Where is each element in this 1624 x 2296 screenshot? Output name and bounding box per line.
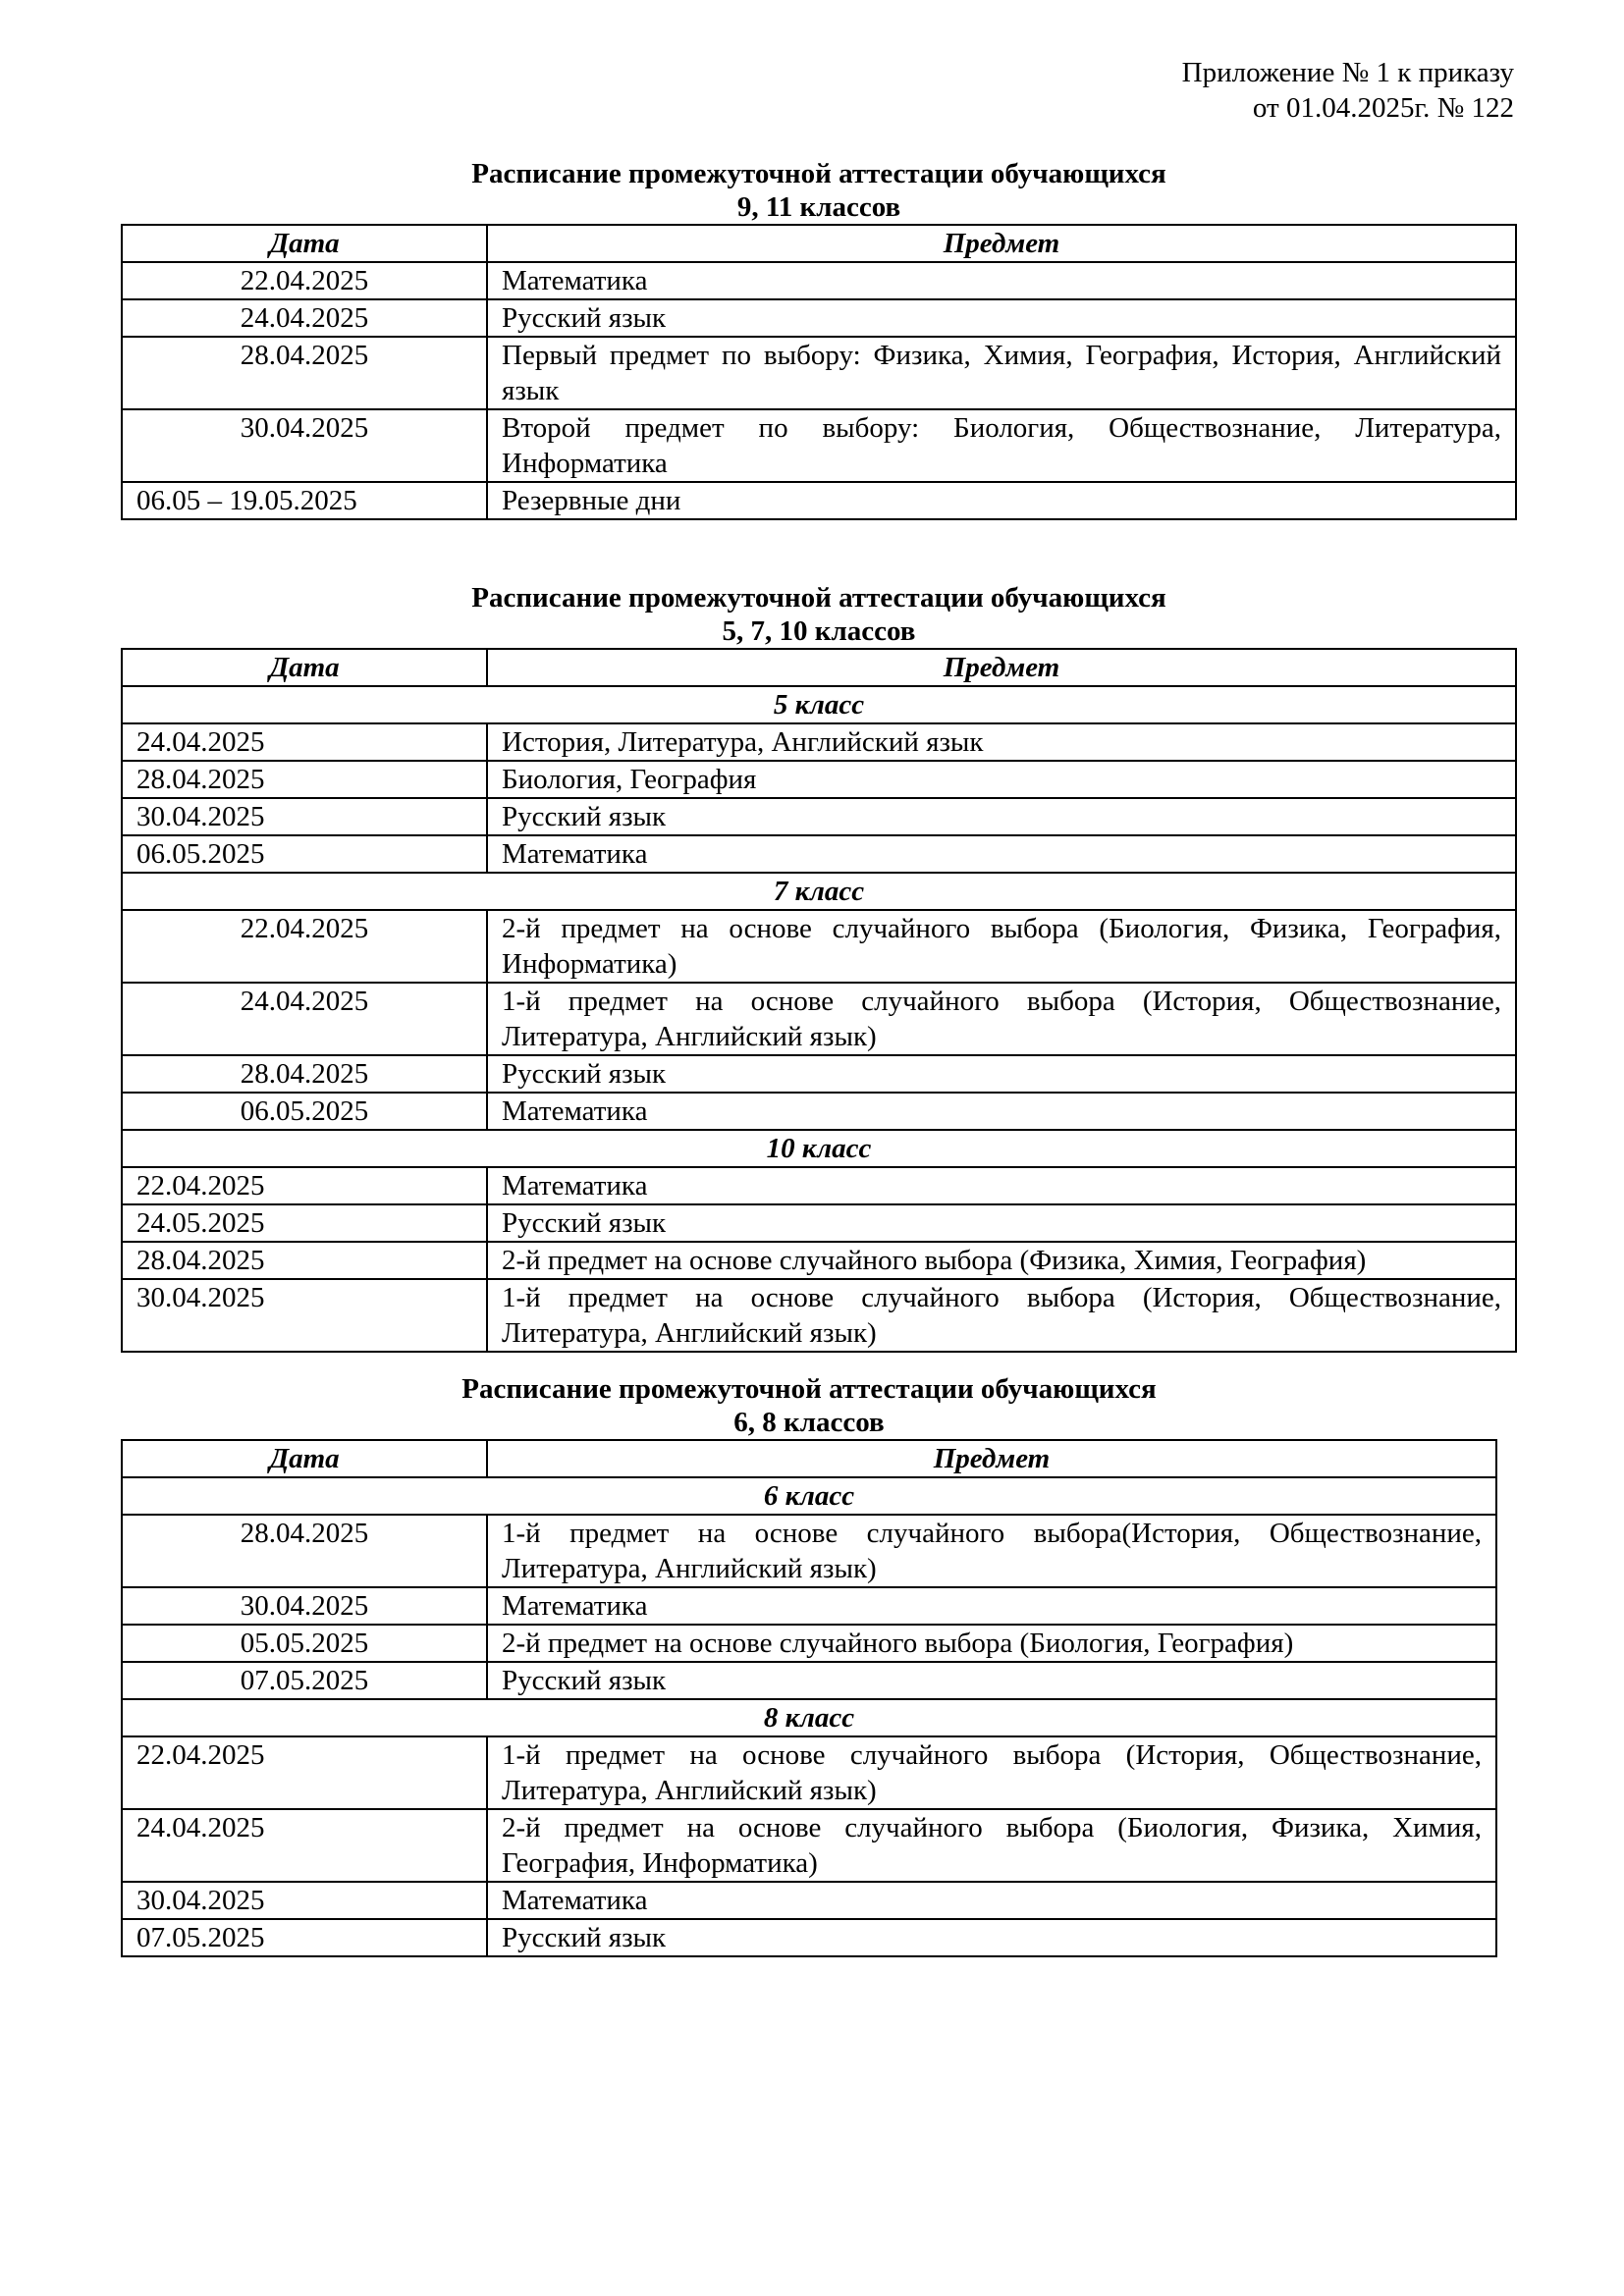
subject-cell: 1-й предмет на основе случайного выбора(История, Обществознание, Литература, Английский язык) (487, 1515, 1496, 1587)
date-cell: 30.04.2025 (122, 1882, 487, 1919)
date-cell: 28.04.2025 (122, 337, 487, 409)
table-row (122, 1093, 1516, 1130)
group-row-5 (122, 686, 1516, 723)
subject-cell: 2-й предмет на основе случайного выбора (Физика, Химия, География) (487, 1242, 1516, 1279)
table-row (122, 1167, 1516, 1204)
subject-cell: 1-й предмет на основе случайного выбора (История, Обществознание, Литература, Английский язык) (487, 1279, 1516, 1352)
header-row (122, 1440, 1496, 1477)
table-row (122, 1242, 1516, 1279)
subject-cell: Русский язык (487, 299, 1516, 337)
date-cell: 05.05.2025 (122, 1625, 487, 1662)
date-cell: 24.04.2025 (122, 299, 487, 337)
table-row (122, 1919, 1496, 1956)
date-cell: 30.04.2025 (122, 409, 487, 482)
subject-cell: Русский язык (487, 1919, 1496, 1956)
group-row-8 (122, 1699, 1496, 1736)
date-cell: 22.04.2025 (122, 1167, 487, 1204)
date-column-header: Дата (122, 225, 487, 262)
table-row (122, 798, 1516, 835)
schedule-6-8-title (121, 1372, 1497, 1439)
date-cell: 22.04.2025 (122, 1736, 487, 1809)
title-line1: Расписание промежуточной аттестации обучающихся (471, 158, 1166, 189)
subject-cell: Биология, География (487, 761, 1516, 798)
table-row (122, 337, 1516, 409)
group-label-10: 10 класс (122, 1130, 1516, 1167)
schedule-9-11 (121, 157, 1517, 520)
subject-cell: 2-й предмет на основе случайного выбора (Биология, Физика, География, Информатика) (487, 910, 1516, 983)
order-reference-line2: от 01.04.2025г. № 122 (1252, 92, 1514, 124)
subject-cell: Резервные дни (487, 482, 1516, 519)
subject-cell: Русский язык (487, 798, 1516, 835)
header-row (122, 225, 1516, 262)
header-row (122, 649, 1516, 686)
group-label-6: 6 класс (122, 1477, 1496, 1515)
title-line2: 5, 7, 10 классов (722, 615, 916, 647)
table-row (122, 1625, 1496, 1662)
date-cell: 07.05.2025 (122, 1919, 487, 1956)
subject-cell: Математика (487, 1587, 1496, 1625)
table-row (122, 761, 1516, 798)
subject-cell: Первый предмет по выбору: Физика, Химия, География, История, Английский язык (487, 337, 1516, 409)
schedule-5-7-10 (121, 581, 1517, 1353)
subject-cell: Русский язык (487, 1662, 1496, 1699)
date-cell: 06.05.2025 (122, 1093, 487, 1130)
table-row (122, 1204, 1516, 1242)
table-row (122, 409, 1516, 482)
subject-cell: Русский язык (487, 1204, 1516, 1242)
date-cell: 07.05.2025 (122, 1662, 487, 1699)
schedule-5-7-10-title (121, 581, 1517, 648)
date-column-header: Дата (122, 649, 487, 686)
table-row (122, 299, 1516, 337)
group-label-5: 5 класс (122, 686, 1516, 723)
subject-cell: 2-й предмет на основе случайного выбора (Биология, География) (487, 1625, 1496, 1662)
date-cell: 22.04.2025 (122, 262, 487, 299)
date-cell: 06.05.2025 (122, 835, 487, 873)
table-row (122, 1662, 1496, 1699)
date-cell: 06.05 – 19.05.2025 (122, 482, 487, 519)
subject-cell: 1-й предмет на основе случайного выбора (История, Обществознание, Литература, Английский язык) (487, 1736, 1496, 1809)
subject-cell: Математика (487, 1882, 1496, 1919)
table-row (122, 983, 1516, 1055)
title-line1: Расписание промежуточной аттестации обучающихся (461, 1373, 1157, 1405)
date-cell: 28.04.2025 (122, 1515, 487, 1587)
subject-column-header: Предмет (487, 1440, 1496, 1477)
subject-column-header: Предмет (487, 649, 1516, 686)
table-row (122, 1587, 1496, 1625)
table-row (122, 1882, 1496, 1919)
table-row (122, 482, 1516, 519)
table-row (122, 1279, 1516, 1352)
group-row-6 (122, 1477, 1496, 1515)
subject-cell: История, Литература, Английский язык (487, 723, 1516, 761)
table-row (122, 1809, 1496, 1882)
subject-cell: Второй предмет по выбору: Биология, Обществознание, Литература, Информатика (487, 409, 1516, 482)
table-row (122, 835, 1516, 873)
subject-cell: 2-й предмет на основе случайного выбора (Биология, Физика, Химия, География, Информатика) (487, 1809, 1496, 1882)
date-cell: 28.04.2025 (122, 761, 487, 798)
table-row (122, 910, 1516, 983)
subject-cell: Математика (487, 262, 1516, 299)
title-line2: 9, 11 классов (736, 191, 901, 223)
date-cell: 30.04.2025 (122, 798, 487, 835)
table-row (122, 1515, 1496, 1587)
table-row (122, 723, 1516, 761)
subject-cell: Математика (487, 1093, 1516, 1130)
date-cell: 30.04.2025 (122, 1587, 487, 1625)
subject-column-header: Предмет (487, 225, 1516, 262)
subject-cell: Русский язык (487, 1055, 1516, 1093)
order-reference-line1: Приложение № 1 к приказу (1181, 57, 1514, 88)
date-cell: 24.05.2025 (122, 1204, 487, 1242)
table-row (122, 262, 1516, 299)
date-cell: 24.04.2025 (122, 723, 487, 761)
date-column-header: Дата (122, 1440, 487, 1477)
subject-cell: Математика (487, 1167, 1516, 1204)
date-cell: 24.04.2025 (122, 1809, 487, 1882)
schedule-5-7-10-table (121, 648, 1517, 1353)
date-cell: 30.04.2025 (122, 1279, 487, 1352)
group-label-7: 7 класс (122, 873, 1516, 910)
date-cell: 28.04.2025 (122, 1055, 487, 1093)
group-label-8: 8 класс (122, 1699, 1496, 1736)
schedule-9-11-table (121, 224, 1517, 520)
schedule-9-11-title (121, 157, 1517, 224)
schedule-6-8 (121, 1372, 1497, 1957)
title-line2: 6, 8 классов (733, 1407, 885, 1438)
date-cell: 22.04.2025 (122, 910, 487, 983)
table-row (122, 1736, 1496, 1809)
group-row-7 (122, 873, 1516, 910)
date-cell: 24.04.2025 (122, 983, 487, 1055)
subject-cell: 1-й предмет на основе случайного выбора (История, Обществознание, Литература, Английский язык) (487, 983, 1516, 1055)
order-reference (1182, 55, 1514, 126)
date-cell: 28.04.2025 (122, 1242, 487, 1279)
title-line1: Расписание промежуточной аттестации обучающихся (471, 582, 1166, 614)
table-row (122, 1055, 1516, 1093)
group-row-10 (122, 1130, 1516, 1167)
schedule-6-8-table (121, 1439, 1497, 1957)
subject-cell: Математика (487, 835, 1516, 873)
